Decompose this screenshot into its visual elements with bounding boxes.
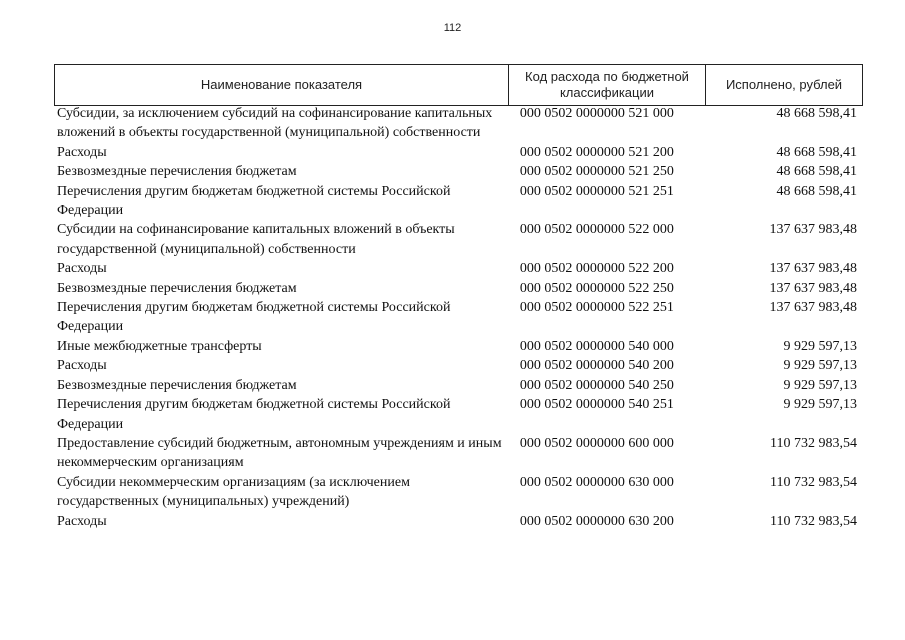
page-number: 112 (443, 22, 462, 34)
table-row (57, 162, 863, 181)
row-name: Субсидии на софинансирование капитальных вложений в объекты государственной (муниципальной) собственности (57, 222, 455, 257)
table-row (57, 376, 863, 395)
row-value: 48 668 598,41 (776, 106, 857, 121)
row-name: Безвозмездные перечисления бюджетам (57, 164, 297, 180)
header-value-column: Исполнено, рублей (725, 77, 843, 92)
table-row (57, 182, 863, 221)
table-row (57, 298, 863, 337)
row-name: Расходы (57, 261, 107, 277)
row-name: Перечисления другим бюджетам бюджетной системы Российской Федерации (57, 183, 451, 219)
header-name-column: Наименование показателя (55, 65, 509, 105)
table-row (57, 220, 863, 259)
row-value: 110 732 983,54 (770, 435, 857, 451)
table-row (57, 104, 863, 143)
row-value: 9 929 597,13 (783, 338, 857, 354)
row-value: 9 929 597,13 (783, 358, 857, 374)
row-value: 137 637 983,48 (769, 280, 857, 296)
row-name: Иные межбюджетные трансферты (57, 338, 262, 354)
row-value: 110 732 983,54 (770, 513, 857, 529)
row-code: 000 0502 0000000 521 251 (519, 183, 674, 199)
row-code: 000 0502 0000000 522 251 (519, 300, 674, 316)
row-code: 000 0502 0000000 540 250 (519, 377, 674, 393)
table-row (57, 356, 863, 375)
row-code: 000 0502 0000000 522 200 (519, 261, 674, 277)
row-name: Перечисления другим бюджетам бюджетной системы Российской Федерации (57, 300, 451, 335)
table-row (57, 259, 863, 278)
row-name: Предоставление субсидий бюджетным, автономным учреждениям и иным некоммерческим организациям (57, 435, 502, 471)
table-row (57, 279, 863, 298)
row-code: 000 0502 0000000 630 200 (519, 513, 674, 529)
row-code: 000 0502 0000000 521 200 (519, 144, 674, 160)
row-value: 9 929 597,13 (783, 377, 857, 393)
row-name: Безвозмездные перечисления бюджетам (57, 377, 297, 393)
row-code: 000 0502 0000000 540 200 (519, 358, 674, 374)
row-name: Расходы (57, 358, 107, 374)
table-row (57, 434, 863, 473)
row-name: Субсидии некоммерческим организациям (за исключением государственных (муниципальных) учреждений) (57, 474, 410, 510)
row-code: 000 0502 0000000 540 251 (519, 397, 674, 413)
row-value: 110 732 983,54 (770, 474, 857, 490)
row-name: Перечисления другим бюджетам бюджетной системы Российской Федерации (57, 397, 451, 432)
row-code: 000 0502 0000000 521 000 (519, 106, 674, 121)
row-code: 000 0502 0000000 630 000 (519, 474, 674, 490)
table-row (57, 473, 863, 512)
row-value: 137 637 983,48 (769, 261, 857, 277)
table-row (57, 512, 863, 531)
header-code-column: Код расхода по бюджетной классификации (509, 65, 706, 105)
row-code: 000 0502 0000000 540 000 (519, 338, 674, 354)
table-body (57, 104, 863, 531)
row-code: 000 0502 0000000 522 250 (519, 280, 674, 296)
row-code: 000 0502 0000000 521 250 (519, 164, 674, 180)
row-value: 48 668 598,41 (776, 164, 857, 180)
row-name: Расходы (57, 513, 107, 529)
row-name: Расходы (57, 144, 107, 160)
table-header (54, 64, 863, 106)
row-name: Безвозмездные перечисления бюджетам (57, 280, 297, 296)
row-code: 000 0502 0000000 600 000 (519, 435, 674, 451)
row-value: 9 929 597,13 (783, 397, 857, 413)
table-row (57, 395, 863, 434)
row-code: 000 0502 0000000 522 000 (519, 222, 674, 238)
row-value: 137 637 983,48 (769, 222, 857, 238)
row-value: 48 668 598,41 (776, 183, 857, 199)
row-name: Субсидии, за исключением субсидий на софинансирование капитальных вложений в объекты государственной (муниципальной) собственности (57, 106, 493, 141)
table-row (57, 337, 863, 356)
table-row (57, 143, 863, 162)
row-value: 137 637 983,48 (769, 300, 857, 316)
row-value: 48 668 598,41 (776, 144, 857, 160)
